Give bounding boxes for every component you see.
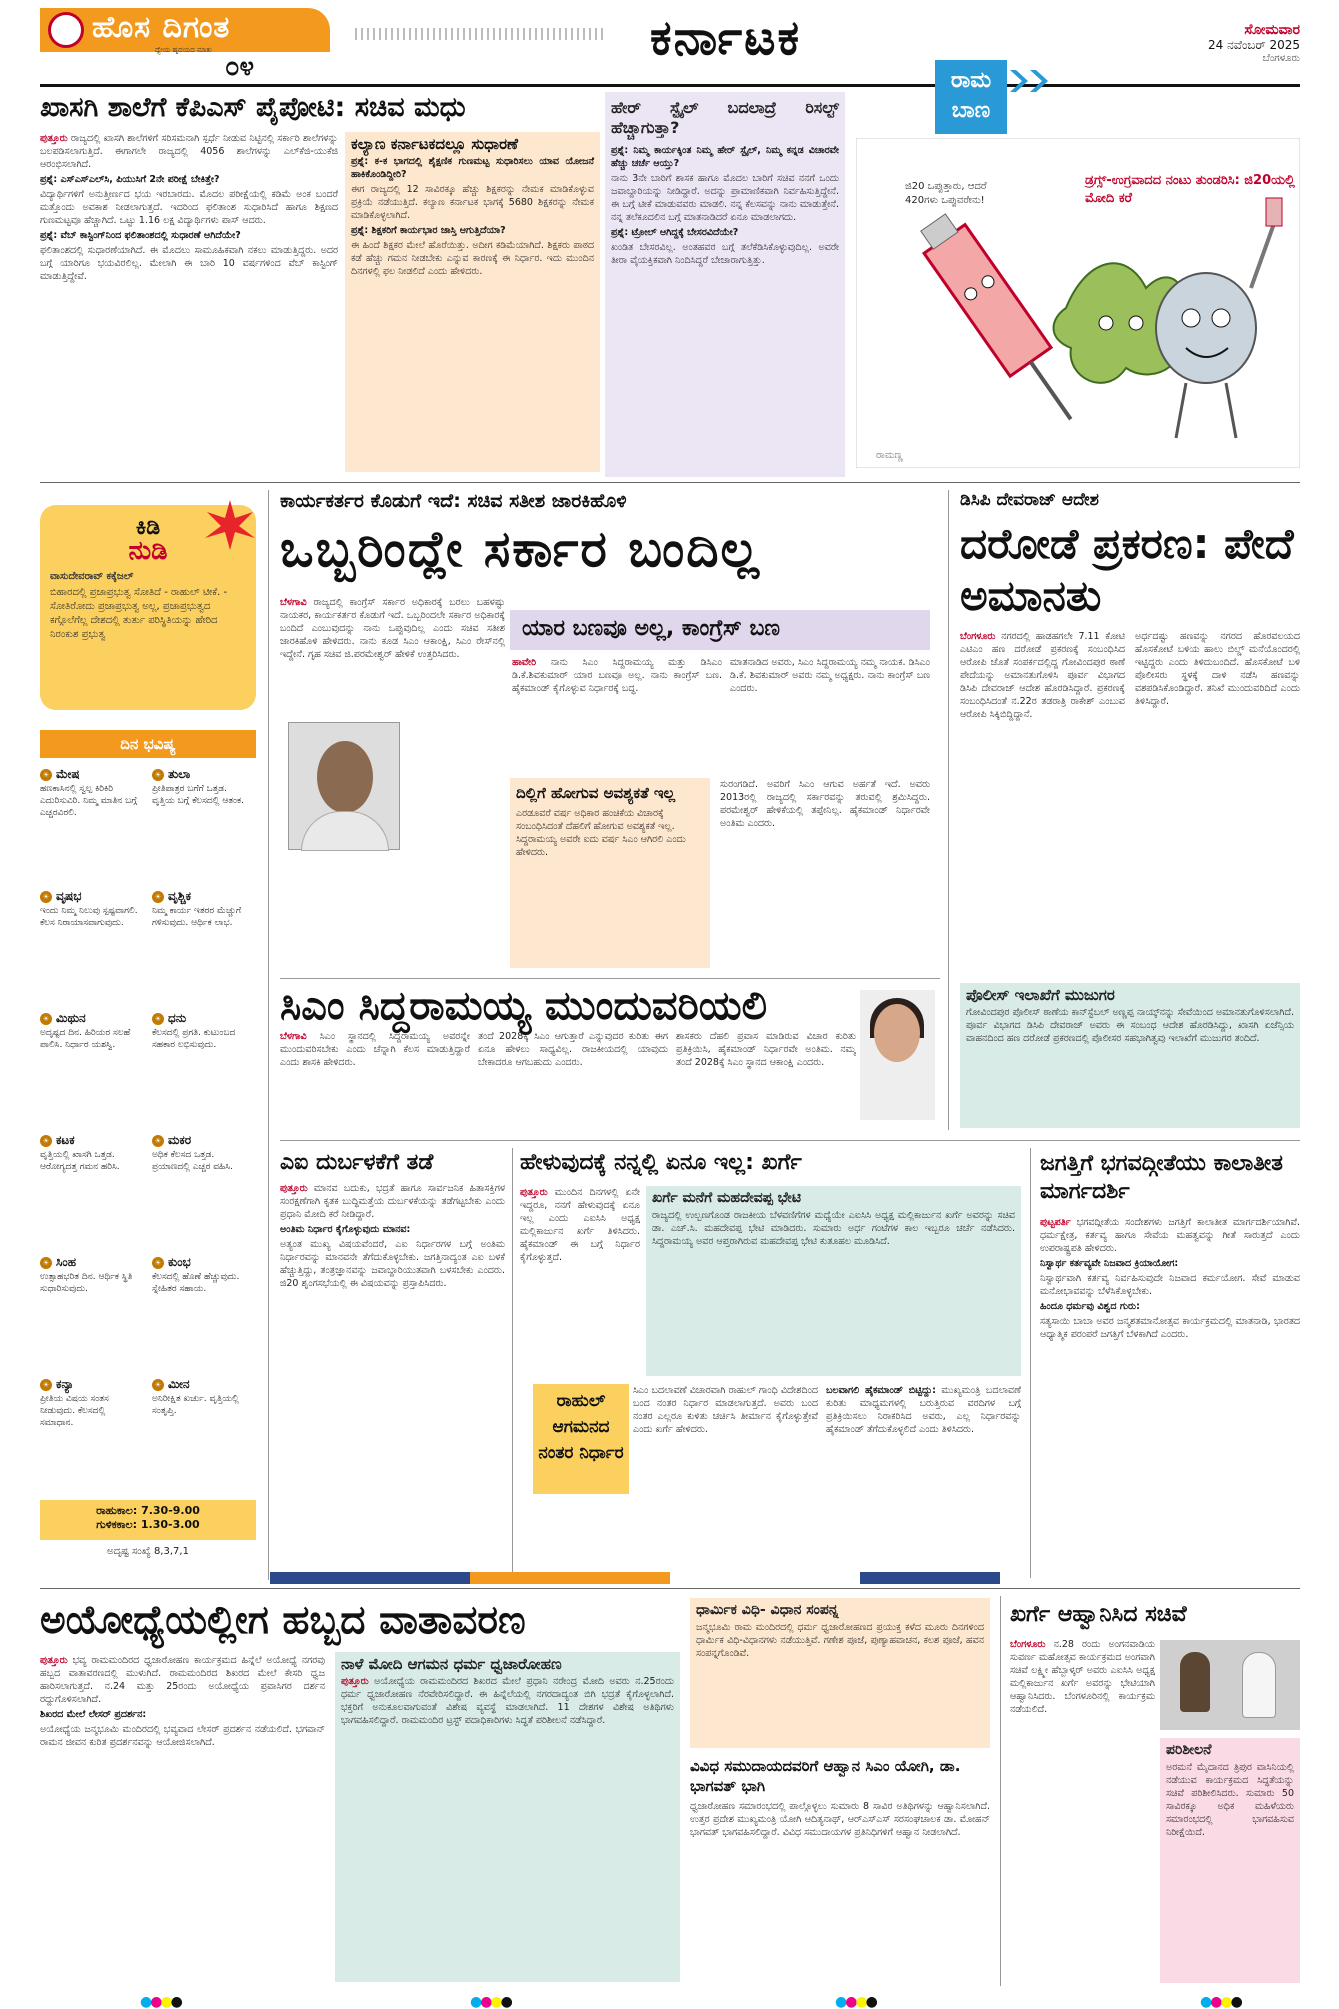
vidhi-headline: ಧಾರ್ಮಿಕ ವಿಧಿ- ವಿಧಾನ ಸಂಪನ್ನ <box>696 1602 839 1618</box>
story-divider <box>280 978 940 979</box>
dcp-col2: ಅರ್ಧದಷ್ಟು ಹಣವನ್ನು ನಗರದ ಹೊರವಲಯದ ಹೊಸಕೋಟೆ ಬಳಿಯ ಹಾಲು ಬಿಲ್ಡ್ ಮನೆಯೊಂದರಲ್ಲಿ ಇಟ್ಟಿದ್ದರು ಎಂದು ತಿಳಿದುಬಂದಿದೆ. ಹೊಸಕೋಟೆ ಬಳಿ ಪೊಲೀಸರು ಸ್ಥಳಕ್ಕೆ ದಾಳಿ ನಡೆಸಿ ಹಣವನ್ನು ವಶಪಡಿಸಿಕೊಂಡಿದ್ದಾರೆ. ತನಿಖೆ ಮುಂದುವರಿದಿದೆ ಎಂದು ತಿಳಿಸಿದ್ದಾರೆ. <box>1135 631 1300 707</box>
zodiac-text: ಉತ್ಸಾಹಭರಿತ ದಿನ. ಆರ್ಥಿಕ ಸ್ಥಿತಿ ಸುಧಾರಿಸುವುದು. <box>40 1271 133 1294</box>
color-strip <box>470 1572 670 1584</box>
section-title: ಕರ್ನಾಟಕ <box>650 10 802 66</box>
dcp-dateline: ಬೆಂಗಳೂರು <box>960 631 996 642</box>
gita-headline: ಜಗತ್ತಿಗೆ ಭಗವದ್ಗೀತೆಯು ಕಾಲಾತೀತ ಮಾರ್ಗದರ್ಶಿ <box>1040 1151 1283 1204</box>
hair-body2: ಖಂಡಿತ ಬೇಸರವಿಲ್ಲ. ಅಂತಹವರ ಬಗ್ಗೆ ತಲೆಕೆಡಿಸಿಕೊಳ್ಳುವುದಿಲ್ಲ. ಅವರೇ ತೀರಾ ವೈಯಕ್ತಿಕವಾಗಿ ನಿಂದಿಸಿದ್ದರೆ ಬೇಜಾರಾಗುತ್ತಿತ್ತು. <box>611 242 839 266</box>
zodiac-icon: ☀ <box>40 1379 52 1391</box>
zodiac-name: ☀ ಮಿಥುನ <box>40 1012 140 1025</box>
zodiac-name: ☀ ತುಲಾ <box>152 768 252 781</box>
kharge-col3-subhead: ಬಲವಾಗಲಿ ಹೈಕಮಾಂಡ್ ಬಿಟ್ಟಿದ್ದು: <box>826 1385 936 1396</box>
zodiac-text: ಇಂದು ನಿಮ್ಮ ನಿಲುವು ಸ್ಪಷ್ಟವಾಗಲಿ. ಕೆಲಸ ನಿರಾಯಾಸವಾಗುವುದು. <box>40 905 138 928</box>
gita-body: ಭಗವದ್ಗೀತೆಯ ಸಂದೇಶಗಳು ಜಗತ್ತಿಗೆ ಕಾಲಾತೀತ ಮಾರ್ಗದರ್ಶಿಯಾಗಿವೆ. ಧರ್ಮಕ್ಷೇತ್ರ, ಕರ್ತವ್ಯ ಹಾಗೂ ಸೇವೆಯ ಮಹತ್ವವನ್ನು ಗೀತೆ ಸಾರುತ್ತದೆ ಎಂದು ಉಪರಾಷ್ಟ್ರಪತಿ ಹೇಳಿದರು. <box>1040 1217 1300 1254</box>
registration-marks: ●●●● <box>1200 1994 1241 2009</box>
column-rule <box>1000 1596 1001 1986</box>
dhvaja-text: ಅಯೋಧ್ಯೆಯ ರಾಮಮಂದಿರದ ಶಿಖರದ ಮೇಲೆ ಪ್ರಧಾನಿ ನರೇಂದ್ರ ಮೋದಿ ಅವರು ನ.25ರಂದು ಧರ್ಮ ಧ್ವಜಾರೋಹಣ ನೆರವೇರಿಸಲಿದ್ದಾರೆ. ಈ ಹಿನ್ನೆಲೆಯಲ್ಲಿ ನಗರದಾದ್ಯಂತ ಬಿಗಿ ಭದ್ರತೆ ಕೈಗೊಳ್ಳಲಾಗಿದೆ. ಭಕ್ತರಿಗೆ ಅನುಕೂಲವಾಗುವಂತೆ ವಿಶೇಷ ವ್ಯವಸ್ಥೆ ಮಾಡಲಾಗಿದೆ. 11 ದೇಶಗಳ ವಿಶೇಷ ಅತಿಥಿಗಳು ಭಾಗವಹಿಸಲಿದ್ದಾರೆ. ರಾಮಮಂದಿರ ಟ್ರಸ್ಟ್ ಪದಾಧಿಕಾರಿಗಳು ಸಿದ್ಧತೆ ಪರಿಶೀಲನೆ ನಡೆಸಿದ್ದಾರೆ. <box>341 1676 674 1726</box>
dcp-headline: ದರೋಡೆ ಪ್ರಕರಣ: ಪೇದೆ ಅಮಾನತು <box>960 519 1294 620</box>
column-rule <box>512 1148 513 1578</box>
yogi-headline: ವಿವಿಧ ಸಮುದಾಯದವರಿಗೆ ಆಹ್ವಾನ ಸಿಎಂ ಯೋಗಿ, ಡಾ. ಭಾಗವತ್ ಭಾಗಿ <box>690 1757 961 1795</box>
kidi-author: ವಾಸುದೇವರಾವ್ ಕಕ್ಕೆಜಲ್ <box>50 571 134 582</box>
masthead-dots <box>355 28 605 40</box>
delhi-headline: ದಿಲ್ಲಿಗೆ ಹೋಗುವ ಅವಶ್ಯಕತೆ ಇಲ್ಲ <box>516 784 676 802</box>
photo-face <box>874 1004 920 1062</box>
congress-bana-title: ಯಾರ ಬಣವೂ ಅಲ್ಲ, ಕಾಂಗ್ರೆಸ್ ಬಣ <box>510 610 930 650</box>
ai-subhead: ಅಂತಿಮ ನಿರ್ಧಾರ ಕೈಗೊಳ್ಳುವುದು ಮಾನವ: <box>280 1224 411 1235</box>
lead1-dateline: ಪುತ್ತೂರು <box>40 133 68 144</box>
zodiac-name: ☀ ಮೀನ <box>152 1378 252 1391</box>
dcp-kicker: ಡಿಸಿಪಿ ದೇವರಾಜ್ ಆದೇಶ <box>960 490 1099 510</box>
logo-title: ಹೊಸ ದಿಗಂತ <box>92 10 231 45</box>
zodiac-item <box>152 890 252 929</box>
zodiac-item <box>40 1012 140 1051</box>
delhi-side-column: ಸುರಂಗಡಿದೆ. ಅವರಿಗೆ ಸಿಎಂ ಆಗುವ ಅರ್ಹತೆ ಇದೆ. ಅವರು 2013ರಲ್ಲಿ ರಾಜ್ಯದಲ್ಲಿ ಸರ್ಕಾರವನ್ನು ತರುವಲ್ಲಿ ಶ್ರಮಿಸಿದ್ದರು. ಪರಮೇಶ್ವರ್ ಹೇಳಿಕೆಯಲ್ಲಿ ತಪ್ಪೇನಿಲ್ಲ. ಹೈಕಮಾಂಡ್ ನಿರ್ಧಾರವೇ ಅಂತಿಮ ಎಂದರು. <box>720 779 930 829</box>
kharge-dateline: ಪುತ್ತೂರು <box>520 1187 548 1198</box>
lead2-body: ರಾಜ್ಯದಲ್ಲಿ ಕಾಂಗ್ರೆಸ್ ಸರ್ಕಾರ ಅಧಿಕಾರಕ್ಕೆ ಬರಲು ಬಹಳಷ್ಟು ನಾಯಕರ, ಕಾರ್ಯಕರ್ತರ ಕೊಡುಗೆ ಇದೆ. ಒಬ್ಬರಿಂದಲೇ ಸರ್ಕಾರ ಅಧಿಕಾರಕ್ಕೆ ಬಂದಿದೆ ಎಂಬುವುದನ್ನು ನಾನು ಒಪ್ಪುವುದಿಲ್ಲ ಎಂದು ಸಚಿವ ಸತೀಶ ಜಾರಕಿಹೊಳಿ ಹೇಳಿದರು. ನಾನು ಕೂಡ ಸಿಎಂ ಆಕಾಂಕ್ಷಿ, ಸಿಎಂ ರೇಸ್‌ನಲ್ಲಿ ಇದ್ದೇನೆ. ಗೃಹ ಸಚಿವ ಜಿ.ಪರಮೇಶ್ವರ್ ಹೇಳಿಕೆ ಉತ್ತರಿಸಿದರು. <box>280 597 505 660</box>
kalyana-box-question1: ಪ್ರಶ್ನೆ: ಕ-ಕ ಭಾಗದಲ್ಲಿ ಶೈಕ್ಷಣಿಕ ಗುಣಮಟ್ಟ ಸುಧಾರಿಸಲು ಯಾವ ಯೋಜನೆ ಹಾಕಿಕೊಂಡಿದ್ದೀರಿ? <box>351 156 594 180</box>
lead1-body3: ಫಲಿತಾಂಶದಲ್ಲಿ ಸುಧಾರಣೆಯಾಗಿದೆ. ಈ ಮೊದಲು ಸಾಮೂಹಿಕವಾಗಿ ನಕಲು ಮಾಡುತ್ತಿದ್ದರು. ಅದರ ಬಗ್ಗೆ ಯಾರಿಗೂ ಭಯವಿರಲಿಲ್ಲ. ಮೇಲಾಗಿ ಈ ಬಾರಿ 10 ವರ್ಷಗಳಿಂದ ವೆಬ್ ಕಾಸ್ಟಿಂಗ್ ಮಾಡುತ್ತಿದ್ದೇವೆ. <box>40 245 338 282</box>
zodiac-text: ಕೆಲಸದಲ್ಲಿ ಪ್ರಗತಿ. ಕುಟುಂಬದ ಸಹಕಾರ ಲಭಿಸುವುದು. <box>152 1027 236 1050</box>
ai-body2: ಅತ್ಯಂತ ಮುಖ್ಯ ವಿಷಯವೆಂದರೆ, ಎಐ ನಿರ್ಧಾರಗಳ ಬಗ್ಗೆ ಅಂತಿಮ ನಿರ್ಧಾರವನ್ನು ಮಾನವನೇ ತೆಗೆದುಕೊಳ್ಳಬೇಕು. ಜಗತ್ತಿನಾದ್ಯಂತ ಎಐ ಬಳಕೆ ಹೆಚ್ಚುತ್ತಿದ್ದು, ತಂತ್ರಜ್ಞಾನವನ್ನು ಜವಾಬ್ದಾರಿಯುತವಾಗಿ ಬಳಸಬೇಕು ಎಂದರು. ಜಿ20 ಶೃಂಗಸಭೆಯಲ್ಲಿ ಈ ವಿಷಯವನ್ನು ಪ್ರಸ್ತಾಪಿಸಿದರು. <box>280 1239 505 1289</box>
mla-photo <box>860 990 935 1120</box>
zodiac-item <box>40 1378 140 1429</box>
gita-article <box>1040 1216 1300 1576</box>
lead2-dateline: ಬೆಳಗಾವಿ <box>280 597 307 608</box>
kalyana-box <box>345 132 600 472</box>
kalyana-box-question2: ಪ್ರಶ್ನೆ: ಶಿಕ್ಷಕರಿಗೆ ಕಾರ್ಯಭಾರ ಜಾಸ್ತಿ ಆಗುತ್ತಿದೆಯಾ? <box>351 225 506 236</box>
zodiac-item <box>152 1256 252 1295</box>
masthead-logo <box>40 8 330 80</box>
hair-headline: ಹೇರ್ ಸ್ಟೈಲ್ ಬದಲಾದ್ರೆ ರಿಸಲ್ಟ್ ಹೆಚ್ಚಾಗುತ್ತಾ? <box>611 98 839 137</box>
registration-marks: ●●●● <box>835 1994 876 2009</box>
zodiac-text: ನಿಮ್ಮ ಕಾರ್ಯ ಇತರರ ಮೆಚ್ಚುಗೆ ಗಳಿಸುವುದು. ಆರ್ಥಿಕ ಲಾಭ. <box>152 905 242 928</box>
ai-headline: ಎಐ ದುರ್ಬಳಕೆಗೆ ತಡೆ <box>280 1150 434 1175</box>
date-box <box>1160 22 1300 64</box>
photo-person <box>1180 1652 1210 1712</box>
kidi-text: ಬಿಹಾರದಲ್ಲಿ ಪ್ರಜಾಪ್ರಭುತ್ವ ಸೋತಿದೆ - ರಾಹುಲ್ ಟೀಕೆ. - ಸೋತಿರೋದು ಪ್ರಜಾಪ್ರಭುತ್ವ ಅಲ್ಲ, ಪ್ರಜಾಪ್ರಭುತ್ವದ ಕಗ್ಗೊಲೆಗೆಲ್ಲ ದೇಶದಲ್ಲಿ ತುರ್ತು ಪರಿಸ್ಥಿತಿಯನ್ನು ಹೇರಿದ ನಿರಂಕುಶ ಪ್ರಭುತ್ವ <box>50 587 228 640</box>
section-divider <box>40 1588 1300 1589</box>
photo-person <box>1242 1652 1276 1718</box>
zodiac-text: ಅನಿರೀಕ್ಷಿತ ಖರ್ಚು. ವೃತ್ತಿಯಲ್ಲಿ ಸಂತೃಪ್ತಿ. <box>152 1393 239 1416</box>
section-divider <box>40 482 1300 483</box>
police-text: ಗೋವಿಂದಪುರ ಪೊಲೀಸ್ ಠಾಣೆಯ ಕಾನ್‌ಸ್ಟೆಬಲ್ ಅಣ್ಣಪ್ಪ ನಾಯ್ಕ್‌ನನ್ನು ಸೇವೆಯಿಂದ ಅಮಾನತುಗೊಳಿಸಲಾಗಿದೆ. ಪೂರ್ವ ವಿಭಾಗದ ಡಿಸಿಪಿ ದೇವರಾಜ್ ಅವರು ಈ ಸಂಬಂಧ ಆದೇಶ ಹೊರಡಿಸಿದ್ದು, ಖಾಸಗಿ ಏಜೆನ್ಸಿಯ ವಾಹನದಿಂದ ಹಣ ದರೋಡೆ ಪ್ರಕರಣದಲ್ಲಿ ಪೊಲೀಸರ ಸಹಭಾಗಿತ್ವವು ಇಲಾಖೆಗೆ ಮುಜುಗರ ತಂದಿದೆ. <box>966 1007 1294 1044</box>
masthead-rule <box>40 84 1300 87</box>
kharge-col3 <box>826 1384 1021 1574</box>
gita-subhead2: ಹಿಂದೂ ಧರ್ಮವು ವಿಶ್ವದ ಗುರು: <box>1040 1301 1140 1312</box>
parishilane-box <box>1160 1738 1300 1983</box>
sachive-dateline: ಬೆಂಗಳೂರು <box>1010 1639 1046 1650</box>
zodiac-icon: ☀ <box>152 769 164 781</box>
logo-tagline: ಧ್ಯೇಯ ಹೃದಯದ ಮಾತು <box>155 46 213 54</box>
color-strip <box>860 1572 1000 1584</box>
zodiac-name: ☀ ಮಕರ <box>152 1134 252 1147</box>
cartoon-caption: ಡ್ರಗ್ಸ್-ಉಗ್ರವಾದದ ನಂಟು ತುಂಡರಿಸಿ: ಜಿ20ಯಲ್ಲಿ ಮೋದಿ ಕರೆ <box>1085 173 1295 206</box>
zodiac-name: ☀ ಕುಂಭ <box>152 1256 252 1269</box>
congress-bana-col1 <box>512 656 722 776</box>
ayodhya-dateline: ಪುತ್ತೂರು <box>40 1655 68 1666</box>
horoscope-heading: ದಿನ ಭವಿಷ್ಯ <box>40 730 256 758</box>
issue-day: ಸೋಮವಾರ <box>1244 22 1300 38</box>
ramabana-badge: ರಾಮ ಬಾಣ <box>935 60 1007 134</box>
zodiac-item <box>152 1012 252 1051</box>
police-box <box>960 983 1300 1128</box>
parishilane-text: ಅರಮನೆ ಮೈದಾನದ ತ್ರಿಪುರ ವಾಸಿನಿಯಲ್ಲಿ ನಡೆಯುವ ಕಾರ್ಯಕ್ರಮದ ಸಿದ್ಧತೆಯನ್ನು ಸಚಿವೆ ಪರಿಶೀಲಿಸಿದರು. ಸುಮಾರು 50 ಸಾವಿರಕ್ಕೂ ಅಧಿಕ ಮಹಿಳೆಯರು ಸಮಾರಂಭದಲ್ಲಿ ಭಾಗವಹಿಸುವ ನಿರೀಕ್ಷೆಯಿದೆ. <box>1166 1762 1294 1838</box>
nudi-title: ನುಡಿ <box>128 536 168 566</box>
zodiac-item <box>40 768 140 819</box>
cartoon-bubble: ಜಿ20 ಒಪ್ಪುತ್ತಾರು, ಆದರೆ 420ಗಳು ಒಪ್ಪುವರೇನು! <box>905 181 987 206</box>
ayodhya-body2: ಅಯೋಧ್ಯೆಯ ಜನ್ಮಭೂಮಿ ಮಂದಿರದಲ್ಲಿ ಭವ್ಯವಾದ ಲೇಸರ್ ಪ್ರದರ್ಶನ ನಡೆಯಲಿದೆ. ಭಗವಾನ್ ರಾಮನ ಜೀವನ ಕುರಿತ ಪ್ರದರ್ಶನವನ್ನು ಆಯೋಜಿಸಲಾಗಿದೆ. <box>40 1724 325 1748</box>
cm-col1 <box>280 1030 470 1130</box>
zodiac-item <box>40 1256 140 1295</box>
zodiac-text: ಅದೃಷ್ಟದ ದಿನ. ಹಿರಿಯರ ಸಲಹೆ ಪಾಲಿಸಿ. ನಿರ್ಧಾರ ಯಶಸ್ವಿ. <box>40 1027 131 1050</box>
hair-style-box <box>605 92 845 477</box>
zodiac-icon: ☀ <box>152 1013 164 1025</box>
cm-col2: ತಂದೆ 2028ಕ್ಕೆ ಸಿಎಂ ಆಗುತ್ತಾರೆ ಎನ್ನುವುದರ ಕುರಿತು ಈಗ ಏನೂ ಹೇಳಲು ಸಾಧ್ಯವಿಲ್ಲ. ರಾಜಕೀಯದಲ್ಲಿ ಯಾವುದು ಬೇಕಾದರೂ ಆಗಬಹುದು ಎಂದರು. <box>478 1031 668 1068</box>
gulikakala: ಗುಳಿಕಕಾಲ: 1.30-3.00 <box>96 1518 200 1531</box>
sachive-body: ನ.28 ರಂದು ಅಂಗನವಾಡಿಯ ಸುವರ್ಣ ಮಹೋತ್ಸವ ಕಾರ್ಯಕ್ರಮದ ಅಂಗವಾಗಿ ಸಚಿವೆ ಲಕ್ಷ್ಮೀ ಹೆಬ್ಬಾಳ್ಕರ್ ಅವರು ಎಐಸಿಸಿ ಅಧ್ಯಕ್ಷ ಮಲ್ಲಿಕಾರ್ಜುನ ಖರ್ಗೆ ಅವರನ್ನು ಭೇಟಿಯಾಗಿ ಆಹ್ವಾನಿಸಿದರು. ಬೆಂಗಳೂರಿನಲ್ಲಿ ಕಾರ್ಯಕ್ರಮ ನಡೆಯಲಿದೆ. <box>1010 1639 1155 1715</box>
cm-headline: ಸಿಎಂ ಸಿದ್ದರಾಮಯ್ಯ ಮುಂದುವರಿಯಲಿ <box>280 983 768 1029</box>
color-strip <box>270 1572 470 1584</box>
dcp-col1 <box>960 630 1125 975</box>
kalyana-box-body2: ಈ ಹಿಂದೆ ಶಿಕ್ಷಕರ ಮೇಲೆ ಹೊರೆಯಿತ್ತು. ಅದೀಗ ಕಡಿಮೆಯಾಗಿದೆ. ಶಿಕ್ಷಕರು ಪಾಠದ ಕಡೆ ಹೆಚ್ಚು ಗಮನ ನೀಡಬೇಕು ಎನ್ನುವ ಕಾರಣಕ್ಕೆ ಈ ನಿರ್ಧಾರ. ಇದು ಮುಂದಿನ ದಿನಗಳಲ್ಲಿ ಫಲ ನೀಡಲಿದೆ ಎಂದು ಹೇಳಿದರು. <box>351 240 594 277</box>
congress-bana-col2: ಮಾತನಾಡಿದ ಅವರು, ಸಿಎಂ ಸಿದ್ದರಾಮಯ್ಯ ನಮ್ಮ ನಾಯಕ. ಡಿಸಿಎಂ ಡಿ.ಕೆ. ಶಿವಕುಮಾರ್ ಅವರು ನಮ್ಮ ಅಧ್ಯಕ್ಷರು. ನಾನು ಕಾಂಗ್ರೆಸ್ ಬಣ ಎಂದರು. <box>730 657 930 694</box>
column-rule <box>948 490 949 1130</box>
ai-body: ಮಾನವ ಬದುಕು, ಭದ್ರತೆ ಹಾಗೂ ಸಾರ್ವಜನಿಕ ಹಿತಾಸಕ್ತಿಗಳ ಸಂರಕ್ಷಣೆಗಾಗಿ ಕೃತಕ ಬುದ್ಧಿಮತ್ತೆಯ ದುರ್ಬಳಕೆಯನ್ನು ತಡೆಗಟ್ಟಬೇಕು ಎಂದು ಪ್ರಧಾನಿ ಮೋದಿ ಕರೆ ನೀಡಿದ್ದಾರೆ. <box>280 1183 505 1220</box>
kalyana-box-body1: ಈಗ ರಾಜ್ಯದಲ್ಲಿ 12 ಸಾವಿರಕ್ಕೂ ಹೆಚ್ಚು ಶಿಕ್ಷಕರನ್ನು ನೇಮಕ ಮಾಡಿಕೊಳ್ಳುವ ಪ್ರಕ್ರಿಯೆ ನಡೆಯುತ್ತಿದೆ. ಕಲ್ಯಾಣ ಕರ್ನಾಟಕ ಭಾಗಕ್ಕೆ 5680 ಶಿಕ್ಷಕರನ್ನು ನೇಮಕ ಮಾಡಿಕೊಳ್ಳಲಾಗಿದೆ. <box>351 184 594 221</box>
registration-marks: ●●●● <box>140 1994 181 2009</box>
issue-date: 24 ನವೆಂಬರ್ 2025 <box>1208 38 1300 52</box>
page-number: ೦೪ <box>225 52 255 82</box>
column-rule <box>268 490 269 1580</box>
rahukala: ರಾಹುಕಾಲ: 7.30-9.00 <box>96 1504 200 1517</box>
lead2-kicker: ಕಾರ್ಯಕರ್ತರ ಕೊಡುಗೆ ಇದೆ: ಸಚಿವ ಸತೀಶ ಜಾರಕಿಹೊಳಿ <box>280 490 627 512</box>
hair-body1: ನಾನು 3ನೇ ಬಾರಿಗೆ ಶಾಸಕ ಹಾಗೂ ಮೊದಲ ಬಾರಿಗೆ ಸಚಿವ ನನಗೆ ಒಂದು ಜವಾಬ್ದಾರಿಯನ್ನು ನೀಡಿದ್ದಾರೆ. ಅದನ್ನು ಪ್ರಾಮಾಣಿಕವಾಗಿ ನಿರ್ವಹಿಸುತ್ತಿದ್ದೇನೆ. ಈ ಬಗ್ಗೆ ಟೀಕೆ ಮಾಡುವವರು ಮಾಡಲಿ. ನನ್ನ ಕೆಲಸವನ್ನು ನಾನು ಮಾಡುತ್ತೇನೆ. ನನ್ನ ತಲೆಕೂದಲಿನ ಬಗ್ಗೆ ಮಾತನಾಡಿದರೆ ಏನೂ ಮಾಡಲಾಗದು. <box>611 173 839 223</box>
lead1-article <box>40 132 338 472</box>
yogi-article: ಧ್ವಜಾರೋಹಣ ಸಮಾರಂಭದಲ್ಲಿ ಪಾಲ್ಗೊಳ್ಳಲು ಸುಮಾರು 8 ಸಾವಿರ ಅತಿಥಿಗಳನ್ನು ಆಹ್ವಾನಿಸಲಾಗಿದೆ. ಉತ್ತರ ಪ್ರದೇಶ ಮುಖ್ಯಮಂತ್ರಿ ಯೋಗಿ ಆದಿತ್ಯನಾಥ್, ಆರ್‌ಎಸ್‌ಎಸ್ ಸರಸಂಘಚಾಲಕ ಡಾ. ಮೋಹನ್ ಭಾಗವತ್ ಭಾಗವಹಿಸಲಿದ್ದಾರೆ. ವಿವಿಧ ಸಮುದಾಯಗಳ ಪ್ರತಿನಿಧಿಗಳಿಗೆ ಆಹ್ವಾನ ನೀಡಲಾಗಿದೆ. <box>690 1801 990 1838</box>
zodiac-name: ☀ ವೃಷಭ <box>40 890 140 903</box>
lead1-headline: ಖಾಸಗಿ ಶಾಲೆಗೆ ಕೆಪಿಎಸ್ ಪೈಪೋಟಿ: ಸಚಿವ ಮಧು <box>40 92 466 123</box>
zodiac-icon: ☀ <box>40 1013 52 1025</box>
registration-marks: ●●●● <box>470 1994 511 2009</box>
gita-dateline: ಪುಟ್ಟಪರ್ತಿ <box>1040 1217 1071 1228</box>
gita-subhead1: ನಿಸ್ವಾರ್ಥ ಕರ್ತವ್ಯವೇ ನಿಜವಾದ ಕ್ರಿಯಾಯೋಗ: <box>1040 1258 1179 1269</box>
vidhi-text: ಜನ್ಮಭೂಮಿ ರಾಮ ಮಂದಿರದಲ್ಲಿ ಧರ್ಮ ಧ್ವಜಾರೋಹಣದ ಪ್ರಯುಕ್ತ ಕಳೆದ ಮೂರು ದಿನಗಳಿಂದ ಧಾರ್ಮಿಕ ವಿಧಿ-ವಿಧಾನಗಳು ನಡೆಯುತ್ತಿವೆ. ಗಣೇಶ ಪೂಜೆ, ಪುಣ್ಯಾಹವಾಚನ, ಕಲಶ ಪೂಜೆ, ಹವನ ಸಂಪನ್ನಗೊಂಡಿವೆ. <box>696 1622 984 1659</box>
rahul-box: ರಾಹುಲ್ ಆಗಮನದ ನಂತರ ನಿರ್ಧಾರ <box>533 1384 629 1494</box>
ayodhya-subhead: ಶಿಖರದ ಮೇಲೆ ಲೇಸರ್ ಪ್ರದರ್ಶನ: <box>40 1709 147 1720</box>
lead1-body2: ವಿದ್ಯಾರ್ಥಿಗಳಿಗೆ ಅನುತ್ತೀರ್ಣದ ಭಯ ಇರಬಾರದು. ಮೊದಲ ಪರೀಕ್ಷೆಯಲ್ಲಿ ಕಡಿಮೆ ಅಂಕ ಬಂದರೆ ಮತ್ತೊಂದು ಅವಕಾಶ ನೀಡಲಾಗುತ್ತದೆ. ಇದರಿಂದ ಫಲಿತಾಂಶ ಸುಧಾರಿಸಿದೆ ಹಾಗೂ ಶಿಕ್ಷಣದ ಗುಣಮಟ್ಟವೂ ಹೆಚ್ಚಾಗಿದೆ. ಒಟ್ಟು 1.16 ಲಕ್ಷ ವಿದ್ಯಾರ್ಥಿಗಳು ಪಾಸ್ ಆದರು. <box>40 189 338 226</box>
zodiac-text: ಹಣಕಾಸಿನಲ್ಲಿ ಸ್ವಲ್ಪ ಕಿರಿಕಿರಿ ಎದುರಿಸುವಿರಿ. ನಿಮ್ಮ ಮಾತಿನ ಬಗ್ಗೆ ಎಚ್ಚರವಿರಲಿ. <box>40 783 137 818</box>
ayodhya-body: ಭವ್ಯ ರಾಮಮಂದಿರದ ಧ್ವಜಾರೋಹಣ ಕಾರ್ಯಕ್ರಮದ ಹಿನ್ನೆಲೆ ಅಯೋಧ್ಯೆ ನಗರವು ಹಬ್ಬದ ವಾತಾವರಣದಲ್ಲಿ ಮುಳುಗಿದೆ. ರಾಮಮಂದಿರದ ಶಿಖರದ ಮೇಲೆ ಕೇಸರಿ ಧ್ವಜ ಹಾರಿಸಲಾಗುತ್ತದೆ. ನ.24 ಮತ್ತು 25ರಂದು ಅಯೋಧ್ಯೆಯ ಪ್ರವಾಸಿಗರ ದರ್ಶನ ರದ್ದುಗೊಳಿಸಲಾಗಿದೆ. <box>40 1655 325 1705</box>
meeting-photo <box>1160 1640 1300 1730</box>
photo-body <box>301 811 389 851</box>
zodiac-text: ಕೆಲಸದಲ್ಲಿ ಹೊಣೆ ಹೆಚ್ಚುವುದು. ಸ್ನೇಹಿತರ ಸಹಾಯ. <box>152 1271 240 1294</box>
zodiac-item <box>40 1134 140 1173</box>
zodiac-icon: ☀ <box>40 891 52 903</box>
kalyana-box-headline: ಕಲ್ಯಾಣ ಕರ್ನಾಟಕದಲ್ಲೂ ಸುಧಾರಣೆ <box>351 135 518 153</box>
rahukala-box <box>40 1500 256 1540</box>
gita-body3: ಸತ್ಯಸಾಯಿ ಬಾಬಾ ಅವರ ಜನ್ಮಶತಮಾನೋತ್ಸವ ಕಾರ್ಯಕ್ರಮದಲ್ಲಿ ಮಾತನಾಡಿ, ಭಾರತದ ಆಧ್ಯಾತ್ಮಿಕ ಪರಂಪರೆ ಜಗತ್ತಿಗೆ ಬೆಳಕಾಗಿದೆ ಎಂದರು. <box>1040 1316 1300 1340</box>
zodiac-name: ☀ ಮೇಷ <box>40 768 140 781</box>
dcp-body1: ನಗರದಲ್ಲಿ ಹಾಡಹಗಲೇ 7.11 ಕೋಟಿ ಎಟಿಎಂ ಹಣ ದರೋಡೆ ಪ್ರಕರಣಕ್ಕೆ ಸಂಬಂಧಿಸಿದ ಆರೋಪಿ ಜೊತೆ ಸಂಪರ್ಕದಲ್ಲಿದ್ದ ಗೋವಿಂದಪುರ ಠಾಣೆ ಪೇದೆಯನ್ನು ಅಮಾನತುಗೊಳಿಸಿ ಪೂರ್ವ ವಿಭಾಗದ ಡಿಸಿಪಿ ದೇವರಾಜ್ ಆದೇಶ ಹೊರಡಿಸಿದ್ದಾರೆ. ಪ್ರಕರಣಕ್ಕೆ ಸಂಬಂಧಿಸಿದಂತೆ ನ.22ರ ತಡರಾತ್ರಿ ರಾಕೇಶ್ ಎಂಬುವ ಆರೋಪಿ ಸಿಕ್ಕಿಬಿದ್ದಿದ್ದಾನೆ. <box>960 631 1125 720</box>
hair-question1: ಪ್ರಶ್ನೆ: ನಿಮ್ಮ ಕಾರ್ಯಕ್ಕಿಂತ ನಿಮ್ಮ ಹೇರ್ ಸ್ಟೈಲ್, ನಿಮ್ಮ ಕನ್ನಡ ವಿಚಾರವೇ ಹೆಚ್ಚು ಚರ್ಚೆ ಆಯ್ತು? <box>611 145 839 169</box>
vidhi-box <box>690 1598 990 1748</box>
kharge-col1-text: ಮುಂದಿನ ದಿನಗಳಲ್ಲಿ ಏನೇ ಇದ್ದರೂ, ನನಗೆ ಹೇಳುವುದಕ್ಕೆ ಏನೂ ಇಲ್ಲ ಎಂದು ಎಐಸಿಸಿ ಅಧ್ಯಕ್ಷ ಮಲ್ಲಿಕಾರ್ಜುನ ಖರ್ಗೆ ತಿಳಿಸಿದರು. ಹೈಕಮಾಂಡ್ ಈ ಬಗ್ಗೆ ನಿರ್ಧಾರ ಕೈಗೊಳ್ಳುತ್ತದೆ. <box>520 1187 640 1263</box>
zodiac-icon: ☀ <box>152 891 164 903</box>
zodiac-icon: ☀ <box>40 1257 52 1269</box>
lead1-question2: ಪ್ರಶ್ನೆ: ವೆಬ್ ಕಾಸ್ಟಿಂಗ್‌ನಿಂದ ಫಲಿತಾಂಶದಲ್ಲಿ ಸುಧಾರಣೆ ಆಗಿದೆಯೇ? <box>40 230 241 241</box>
zodiac-icon: ☀ <box>40 769 52 781</box>
zodiac-name: ☀ ಧನು <box>152 1012 252 1025</box>
issue-city: ಬೆಂಗಳೂರು <box>1262 53 1300 64</box>
zodiac-name: ☀ ವೃಶ್ಚಿಕ <box>152 890 252 903</box>
kidi-title: ಕಿಡಿ <box>135 515 161 540</box>
zodiac-name: ☀ ಕಟಕ <box>40 1134 140 1147</box>
ai-dateline: ಪುತ್ತೂರು <box>280 1183 308 1194</box>
kharge-headline: ಹೇಳುವುದಕ್ಕೆ ನನ್ನಲ್ಲಿ ಏನೂ ಇಲ್ಲ: ಖರ್ಗೆ <box>520 1150 802 1175</box>
cartoon-signature: ರಾಮಣ್ಣ <box>876 450 903 461</box>
dhvaja-headline: ನಾಳೆ ಮೋದಿ ಆಗಮನ ಧರ್ಮ ಧ್ವಜಾರೋಹಣ <box>341 1655 562 1673</box>
cm-col3: ಶಾಸಕರು ದೆಹಲಿ ಪ್ರವಾಸ ಮಾಡಿರುವ ವಿಚಾರ ಕುರಿತು ಪ್ರತಿಕ್ರಿಯಿಸಿ, ಹೈಕಮಾಂಡ್ ನಿರ್ಧಾರವೇ ಅಂತಿಮ. ನಮ್ಮ ತಂದೆ 2028ಕ್ಕೆ ಸಿಎಂ ಸ್ಥಾನದ ಆಕಾಂಕ್ಷಿ ಎಂದರು. <box>676 1031 856 1068</box>
sachive-headline: ಖರ್ಗೆ ಆಹ್ವಾನಿಸಿದ ಸಚಿವೆ <box>1010 1602 1187 1627</box>
zodiac-icon: ☀ <box>40 1135 52 1147</box>
dhvaja-dateline: ಪುತ್ತೂರು <box>341 1676 369 1687</box>
zodiac-text: ಪ್ರೀತಿಪಾತ್ರರ ಬಗೆಗೆ ಒತ್ತಡ. ವೃತ್ತಿಯ ಬಗ್ಗೆ ಕೆಲಸದಲ್ಲಿ ಆತಂಕ. <box>152 783 244 806</box>
lead1-body1: ರಾಜ್ಯದಲ್ಲಿ ಖಾಸಗಿ ಶಾಲೆಗಳಿಗೆ ಸರಿಸಮನಾಗಿ ಸ್ಪರ್ಧೆ ನೀಡುವ ನಿಟ್ಟಿನಲ್ಲಿ ಸರ್ಕಾರಿ ಶಾಲೆಗಳನ್ನು ಬಲಪಡಿಸಲಾಗುತ್ತಿದೆ. ಈಗಾಗಲೇ ರಾಜ್ಯದಲ್ಲಿ 4056 ಶಾಲೆಗಳನ್ನು ಎಲ್‌ಕೆಜಿ-ಯುಕೆಜಿ ಆರಂಭಿಸಲಾಗಿದೆ. <box>40 133 338 170</box>
zodiac-name: ☀ ಸಿಂಹ <box>40 1256 140 1269</box>
ai-article <box>280 1182 505 1577</box>
parishilane-headline: ಪರಿಶೀಲನೆ <box>1166 1742 1212 1758</box>
police-headline: ಪೊಲೀಸ್ ಇಲಾಖೆಗೆ ಮುಜುಗರ <box>966 986 1115 1004</box>
gita-body2: ನಿಸ್ವಾರ್ಥವಾಗಿ ಕರ್ತವ್ಯ ನಿರ್ವಹಿಸುವುದೇ ನಿಜವಾದ ಕರ್ಮಯೋಗ. ಸೇವೆ ಮಾಡುವ ಮನೋಭಾವವನ್ನು ಬೆಳೆಸಿಕೊಳ್ಳಬೇಕು. <box>1040 1273 1300 1297</box>
congress-dateline: ಹಾವೇರಿ <box>512 657 537 668</box>
mahadevappa-headline: ಖರ್ಗೆ ಮನೆಗೆ ಮಹದೇವಪ್ಪ ಭೇಟಿ <box>652 1190 801 1206</box>
kharge-col1 <box>520 1186 640 1376</box>
kharge-col2: ಸಿಎಂ ಬದಲಾವಣೆ ವಿಚಾರವಾಗಿ ರಾಹುಲ್ ಗಾಂಧಿ ವಿದೇಶದಿಂದ ಬಂದ ನಂತರ ನಿರ್ಧಾರ ಮಾಡಲಾಗುತ್ತದೆ. ಅವರು ಬಂದ ನಂತರ ಎಲ್ಲರೂ ಕುಳಿತು ಚರ್ಚಿಸಿ ತೀರ್ಮಾನ ಕೈಗೊಳ್ಳುತ್ತೇವೆ ಎಂದು ಖರ್ಗೆ ಹೇಳಿದರು. <box>633 1385 818 1435</box>
hair-question2: ಪ್ರಶ್ನೆ: ಟ್ರೋಲ್ ಆಗಿದ್ದಕ್ಕೆ ಬೇಸರವಿದೆಯೇ? <box>611 227 739 238</box>
zodiac-text: ಅಧಿಕ ಕೆಲಸದ ಒತ್ತಡ. ಪ್ರಯಾಣದಲ್ಲಿ ಎಚ್ಚರ ವಹಿಸಿ. <box>152 1149 233 1172</box>
dhvaja-box <box>335 1652 680 1982</box>
spark-icon <box>205 500 255 550</box>
lucky-numbers: ಅದೃಷ್ಟ ಸಂಖ್ಯೆ 8,3,7,1 <box>107 1546 189 1557</box>
chevron-right-icon <box>1030 70 1056 92</box>
cm-body1: ಸಿಎಂ ಸ್ಥಾನದಲ್ಲಿ ಸಿದ್ದರಾಮಯ್ಯ ಅವರನ್ನೇ ಮುಂದುವರಿಸಬೇಕು ಎಂದು ಚೆನ್ನಾಗಿ ಕೆಲಸ ಮಾಡುತ್ತಿದ್ದಾರೆ ಎಂದು ಶಾಸಕಿ ಹೇಳಿದರು. <box>280 1031 470 1068</box>
photo-face <box>317 741 373 813</box>
zodiac-icon: ☀ <box>152 1257 164 1269</box>
mahadevappa-box <box>646 1186 1021 1376</box>
section-divider <box>280 1140 1300 1141</box>
lead1-question1: ಪ್ರಶ್ನೆ: ಎಸ್‌ಎಸ್‌ಎಲ್‌ಸಿ, ಪಿಯುಸಿಗೆ 2ನೇ ಪರೀಕ್ಷೆ ಬೇಕಿತ್ತೇ? <box>40 174 220 185</box>
zodiac-text: ವೃತ್ತಿಯಲ್ಲಿ ಖಾಸಗಿ ಒತ್ತಡ. ಆರೋಗ್ಯದತ್ತ ಗಮನ ಹರಿಸಿ. <box>40 1149 120 1172</box>
ayodhya-article <box>40 1654 325 1984</box>
zodiac-icon: ☀ <box>152 1379 164 1391</box>
ayodhya-headline: ಅಯೋಧ್ಯೆಯಲ್ಲೀಗ ಹಬ್ಬದ ವಾತಾವರಣ <box>40 1598 526 1643</box>
congress-body1: ನಾನು ಸಿಎಂ ಸಿದ್ದರಾಮಯ್ಯ ಮತ್ತು ಡಿಸಿಎಂ ಡಿ.ಕೆ.ಶಿವಕುಮಾರ್ ಯಾರ ಬಣವೂ ಅಲ್ಲ. ನಾನು ಕಾಂಗ್ರೆಸ್ ಬಣ. ಹೈಕಮಾಂಡ್ ಕೈಗೊಳ್ಳುವ ನಿರ್ಧಾರಕ್ಕೆ ಬದ್ಧ. <box>512 657 722 694</box>
zodiac-icon: ☀ <box>152 1135 164 1147</box>
lead2-headline: ಒಬ್ಬರಿಂದ್ಲೇ ಸರ್ಕಾರ ಬಂದಿಲ್ಲ <box>280 520 761 578</box>
column-rule <box>1030 1148 1031 1578</box>
zodiac-item <box>152 1378 252 1417</box>
zodiac-name: ☀ ಕನ್ಯಾ <box>40 1378 140 1391</box>
delhi-box <box>510 778 710 968</box>
zodiac-text: ಪ್ರೀತಿಯ ವಿಷಯ ಸಂತಸ ನೀಡುವುದು. ಕೆಲಸದಲ್ಲಿ ಸಮಾಧಾನ. <box>40 1393 109 1428</box>
sachive-article <box>1010 1638 1155 1983</box>
zodiac-item <box>152 768 252 807</box>
kharge-col3-text: ಮುಖ್ಯಮಂತ್ರಿ ಬದಲಾವಣೆ ಕುರಿತು ಮಾಧ್ಯಮಗಳಲ್ಲಿ ಬರುತ್ತಿರುವ ವರದಿಗಳ ಬಗ್ಗೆ ಪ್ರತಿಕ್ರಿಯಿಸಲು ನಿರಾಕರಿಸಿದ ಅವರು, ಎಲ್ಲ ನಿರ್ಧಾರವನ್ನು ಹೈಕಮಾಂಡ್ ತೆಗೆದುಕೊಳ್ಳಲಿದೆ ಎಂದು ತಿಳಿಸಿದರು. <box>826 1385 1021 1435</box>
zodiac-item <box>152 1134 252 1173</box>
cm-dateline: ಬೆಳಗಾವಿ <box>280 1031 307 1042</box>
mahadevappa-text: ರಾಜ್ಯದಲ್ಲಿ ಉಲ್ಬಣಗೊಂಡ ರಾಜಕೀಯ ಬೆಳವಣಿಗೆಗಳ ಮಧ್ಯೆಯೇ ಎಐಸಿಸಿ ಅಧ್ಯಕ್ಷ ಮಲ್ಲಿಕಾರ್ಜುನ ಖರ್ಗೆ ಅವರನ್ನು ಸಚಿವ ಡಾ. ಎಚ್.ಸಿ. ಮಹದೇವಪ್ಪ ಭೇಟಿ ಮಾಡಿದರು. ಸುಮಾರು ಅರ್ಧ ಗಂಟೆಗಳ ಕಾಲ ಇಬ್ಬರೂ ಚರ್ಚೆ ನಡೆಸಿದರು. ಸಿದ್ದರಾಮಯ್ಯ ಅವರ ಆಪ್ತರಾಗಿರುವ ಮಹದೇವಪ್ಪ ಭೇಟಿ ಕುತೂಹಲ ಮೂಡಿಸಿದೆ. <box>652 1210 1015 1247</box>
zodiac-item <box>40 890 140 929</box>
logo-emblem-icon <box>48 12 84 48</box>
delhi-text: ಎರಡೂವರೆ ವರ್ಷ ಅಧಿಕಾರ ಹಂಚಿಕೆಯ ವಿಚಾರಕ್ಕೆ ಸಂಬಂಧಿಸಿದಂತೆ ದೆಹಲಿಗೆ ಹೋಗುವ ಅವಶ್ಯಕತೆ ಇಲ್ಲ. ಸಿದ್ದರಾಮಯ್ಯ ಅವರೇ ಐದು ವರ್ಷ ಸಿಎಂ ಆಗಿರಲಿ ಎಂದು ಹೇಳಿದರು. <box>516 808 686 858</box>
satish-photo <box>288 722 400 850</box>
